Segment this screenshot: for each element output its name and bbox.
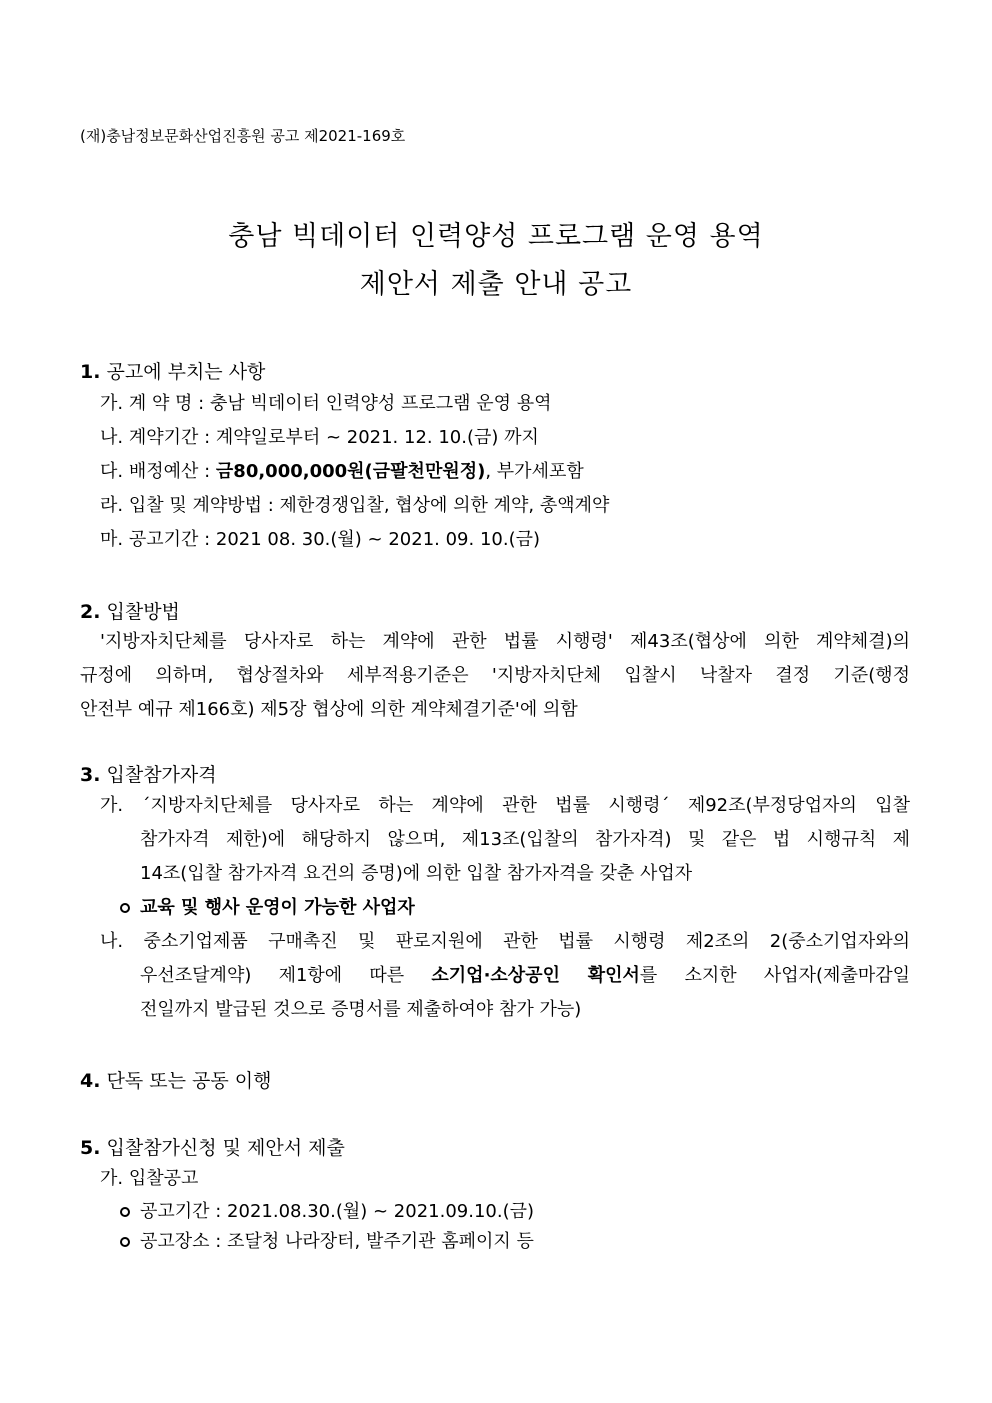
- section5-bullet-place: [120, 1230, 534, 1254]
- circle-bullet-icon: [120, 1207, 130, 1217]
- section3-title: 입찰참가자격: [106, 764, 217, 786]
- section2-paragraph-line1: '지방자치단체를 당사자로 하는 계약에 관한 법률 시행령' 제43조(협상에 의한 계약체결)의: [100, 631, 910, 652]
- section1-item-bidding-method: 라. 입찰 및 계약방법 : 제한경쟁입찰, 협상에 의한 계약, 총액계약: [100, 495, 610, 516]
- document-title-line1: 충남 빅데이터 인력양성 프로그램 운영 용역: [228, 221, 764, 252]
- item-b-certificate-name: 소기업·소상공인 확인서: [431, 965, 640, 986]
- section3-number: 3.: [80, 764, 101, 786]
- budget-label: 다. 배정예산 :: [100, 461, 216, 482]
- section3-item-b-line1: 나. 중소기업제품 구매촉진 및 판로지원에 관한 법률 시행령 제2조의 2(중소기업자와의: [100, 931, 910, 952]
- item-b-line2-suffix: 를 소지한 사업자(제출마감일: [639, 965, 910, 986]
- section1-number: 1.: [80, 361, 101, 383]
- budget-amount: 금80,000,000원(금팔천만원정): [215, 461, 486, 482]
- section2-number: 2.: [80, 601, 101, 623]
- section3-item-a-line1: 가. ´지방자치단체를 당사자로 하는 계약에 관한 법률 시행령´ 제92조(부정당업자의 입찰: [100, 795, 910, 816]
- section3-item-b-line3: 전일까지 발급된 것으로 증명서를 제출하여야 참가 가능): [140, 999, 582, 1020]
- item-b-line2-prefix: 우선조달계약) 제1항에 따른: [140, 965, 432, 986]
- section4-heading: [80, 1066, 271, 1093]
- section1-item-budget: [100, 460, 584, 484]
- document-title-line2: 제안서 제출 안내 공고: [359, 269, 633, 300]
- section4-number: 4.: [80, 1070, 101, 1092]
- section3-item-b-line2: [140, 964, 910, 990]
- section1-item-notice-period: 마. 공고기간 : 2021 08. 30.(월) ~ 2021. 09. 10.(금): [100, 529, 541, 550]
- section5-number: 5.: [80, 1137, 101, 1159]
- section3-bullet: [120, 896, 415, 920]
- section3-item-a-line2: 참가자격 제한)에 해당하지 않으며, 제13조(입찰의 참가자격) 및 같은 법 시행규칙 제: [140, 829, 910, 850]
- section1-title: 공고에 부치는 사항: [106, 361, 266, 383]
- section2-paragraph-line2: 규정에 의하며, 협상절차와 세부적용기준은 '지방자치단체 입찰시 낙찰자 결정 기준(행정: [80, 665, 910, 686]
- notice-number: (재)충남정보문화산업진흥원 공고 제2021-169호: [80, 127, 406, 145]
- section1-item-contract-period: 나. 계약기간 : 계약일로부터 ~ 2021. 12. 10.(금) 까지: [100, 427, 539, 448]
- section5-bullet-place-text: 공고장소 : 조달청 나라장터, 발주기관 홈페이지 등: [140, 1231, 534, 1252]
- section2-title: 입찰방법: [106, 601, 180, 623]
- section3-item-a-line3: 14조(입찰 참가자격 요건의 증명)에 의한 입찰 참가자격을 갖춘 사업자: [140, 863, 693, 884]
- section5-item: 가. 입찰공고: [100, 1168, 199, 1189]
- section5-title: 입찰참가신청 및 제안서 제출: [106, 1137, 345, 1159]
- section5-bullet-period: [120, 1200, 534, 1224]
- budget-vat-note: , 부가세포함: [485, 461, 584, 482]
- section1-heading: [80, 357, 265, 384]
- section4-title: 단독 또는 공동 이행: [106, 1070, 272, 1092]
- section3-heading: [80, 760, 217, 787]
- section5-heading: [80, 1133, 345, 1160]
- section2-paragraph-line3: 안전부 예규 제166호) 제5장 협상에 의한 계약체결기준'에 의함: [80, 699, 578, 720]
- circle-bullet-icon: [120, 1237, 130, 1247]
- section2-heading: [80, 597, 180, 624]
- section1-item-contract-name: 가. 계 약 명 : 충남 빅데이터 인력양성 프로그램 운영 용역: [100, 393, 552, 414]
- circle-bullet-icon: [120, 903, 130, 913]
- section3-bullet-text: 교육 및 행사 운영이 가능한 사업자: [140, 897, 415, 918]
- section5-bullet-period-text: 공고기간 : 2021.08.30.(월) ~ 2021.09.10.(금): [140, 1201, 535, 1222]
